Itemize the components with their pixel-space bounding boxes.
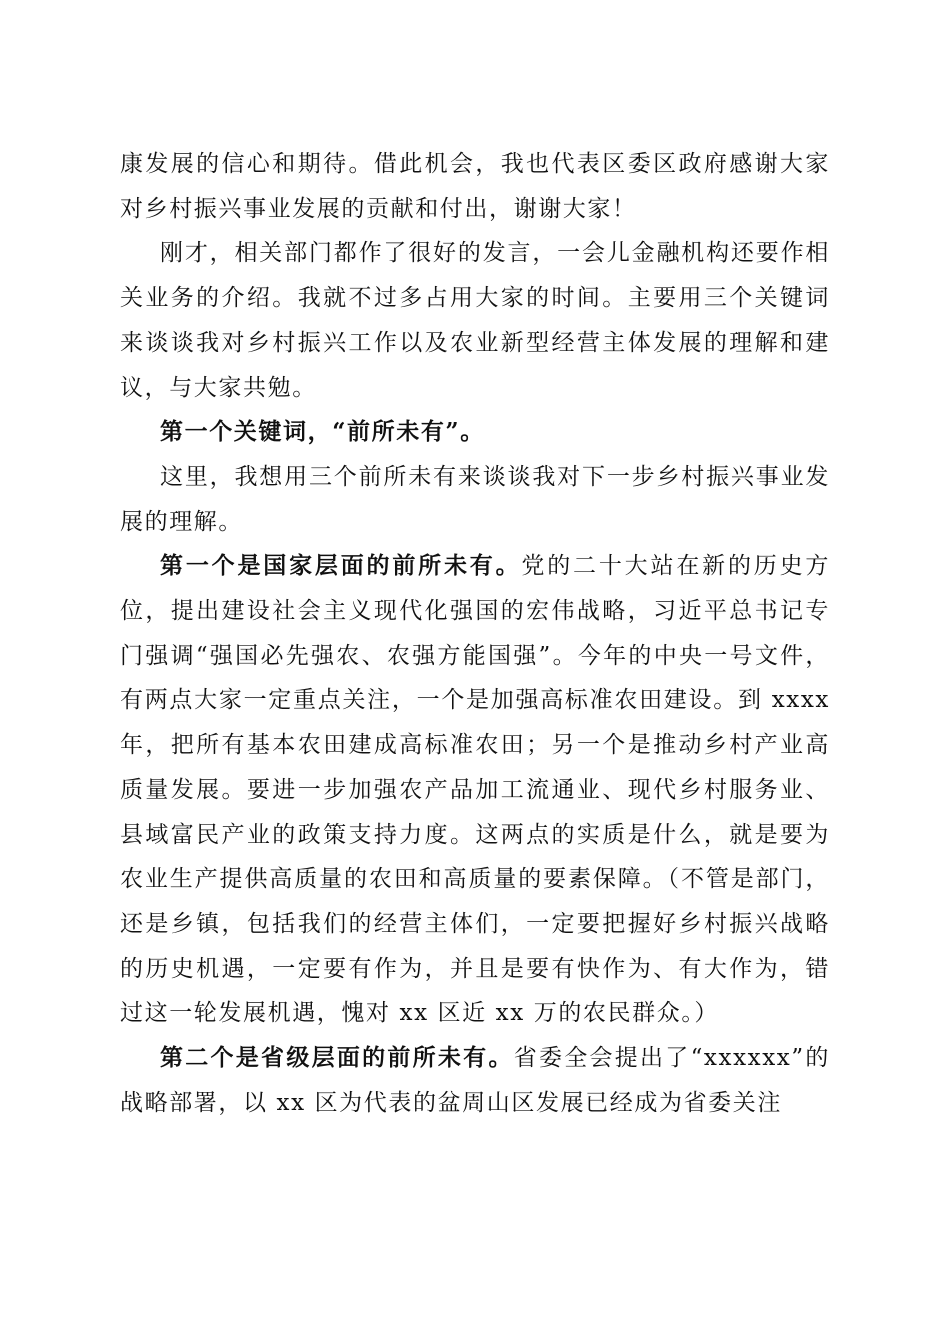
paragraph-lead: 第二个是省级层面的前所未有。: [160, 1044, 514, 1072]
paragraph-text: 党的二十大站在新的历史方位，提出建设社会主义现代化强国的宏伟战略，习近平总书记专门强调“强国必先强农、农强方能国强”。今年的中央一号文件，有两点大家一定重点关注，一个是加强高标准农田建设。到 xxxx 年，把所有基本农田建成高标准农田；另一个是推动乡村产业高质量发展。要进一步加强农产品加工流通业、现代乡村服务业、县域富民产业的政策支持力度。这两点的实质是什么，就是要为农业生产提供高质量的农田和高质量的要素保障。（不管是部门，还是乡镇，包括我们的经营主体们，一定要把握好乡村振兴战略的历史机遇，一定要有作为，并且是要有快作为、有大作为，错过这一轮发展机遇，愧对 xx 区近 xx 万的农民群众。）: [120, 553, 830, 1027]
paragraph-1: [120, 142, 830, 231]
paragraph-3-heading: [120, 410, 830, 455]
paragraph-text: 省委全会提出了“xxxxxx”的战略部署，以 xx 区为代表的盆周山区发展已经成为省委关注: [120, 1045, 830, 1116]
paragraph-6: [120, 1036, 830, 1125]
paragraph-text: 刚才，相关部门都作了很好的发言，一会儿金融机构还要作相关业务的介绍。我就不过多占用大家的时间。主要用三个关键词来谈谈我对乡村振兴工作以及农业新型经营主体发展的理解和建议，与大家共勉。: [120, 240, 830, 401]
paragraph-2: [120, 231, 830, 410]
section-heading: 第一个关键词，“前所未有”。: [160, 418, 485, 446]
paragraph-5: [120, 544, 830, 1036]
paragraph-text: 康发展的信心和期待。借此机会，我也代表区委区政府感谢大家对乡村振兴事业发展的贡献和付出，谢谢大家！: [120, 151, 830, 222]
paragraph-4: [120, 455, 830, 544]
paragraph-lead: 第一个是国家层面的前所未有。: [160, 552, 522, 580]
paragraph-text: 这里，我想用三个前所未有来谈谈我对下一步乡村振兴事业发展的理解。: [120, 463, 830, 535]
document-body: [120, 142, 830, 1125]
